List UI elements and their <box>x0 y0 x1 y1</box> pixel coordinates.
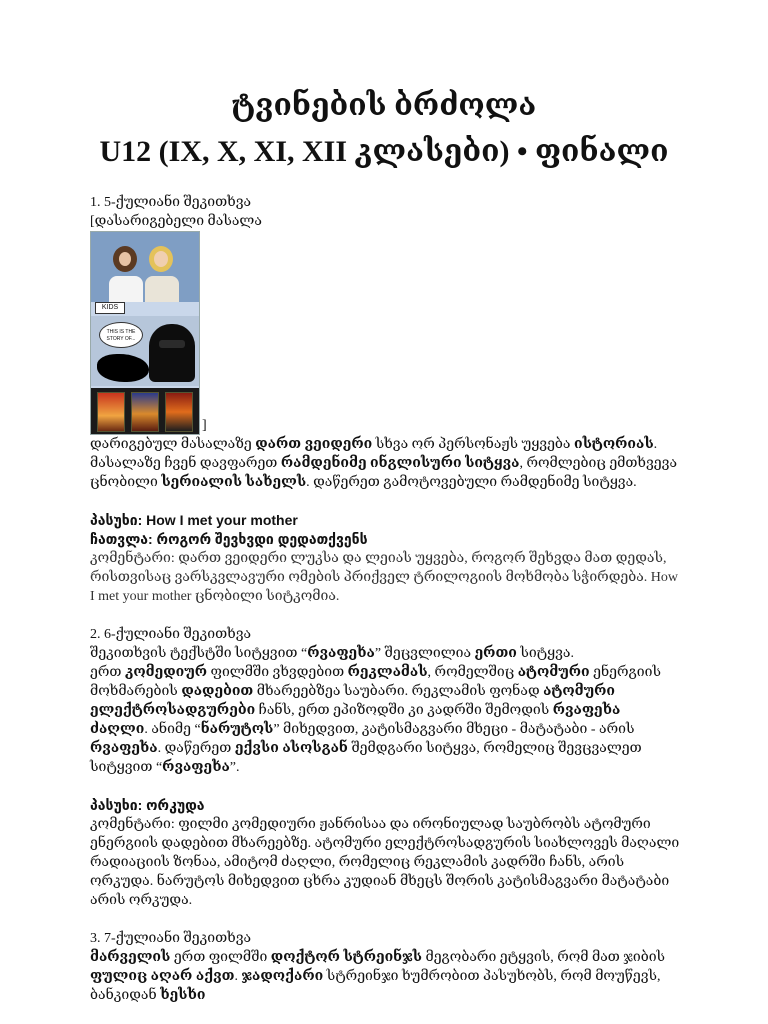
q1-answer: პასუხი: How I met your mother <box>90 512 298 528</box>
document-body <box>90 193 680 1005</box>
leia-figure <box>113 246 137 272</box>
q1-material-close: ] <box>202 418 207 433</box>
q1-heading: 1. 5-ქულიანი შეკითხვა <box>90 195 252 210</box>
q3-text: მარველის ერთ ფილმში დოქტორ სტრეინჯს მეგობარი ეტყვის, რომ მათ ჯიბის ფულიც აღარ აქვთ. ჯადოქარი სტრეინჯი ხუმრობით პასუხობს, რომ მოუწევს, ბანკიდან ხესხი <box>90 950 666 1003</box>
q2-comment: კომენტარი: ფილმი კომედიური ჟანრისაა და ირონიულად საუბრობს ატომური ენერგიის დადებით მხარეებზე. ატომური ელექტროსადგურის სიახლოვეს მაღალი რადიაციის ზონაა, ამიტომ ძაღლი, რომელიც რეკლამის კადრში ჩანს, არის ორკუდა. ნარუტოს მიხედვით ცხრა კუდიან მხეცს შორის კატისმაგვარი მატატაბი არის ორკუდა. <box>90 817 680 908</box>
page-title: ტვინების ბრძოლა <box>231 89 537 122</box>
q2-text: შეკითხვის ტექსტში სიტყვით “რვაფეხა” შეცვლილია ერთი სიტყვა. ერთ კომედიურ ფილმში ვხვდებით რეკლამას, რომელშიც ატომური ენერგიის მოხმარების დადებით მხარეებზეა საუბარი. რეკლამის ფონად ატომური ელექტროსადგურები ჩანს, ერთ ეპიზოდში კი კადრში შემოდის რვაფეხა ძაღლი. ანიმე “ნარუტოს” მიხედვით, კატისმაგვარი მხეცი - მატატაბი - არის რვაფეხა. დაწერეთ ექვსი ასოსგან შემდგარი სიტყვა, რომელიც შევცვალეთ სიტყვით “რვაფეხა”. <box>90 646 661 775</box>
luke-figure <box>149 246 173 272</box>
q1-comment: კომენტარი: დართ ვეიდერი ლუკსა და ლეიას უყვება, როგორ შეხვდა მათ დედას, რისთვისაც ვარსკვლავური ომების პრიქველ ტრილოგიის მოხმობა სჭირდება. How I met your mother ცნობილი სიტკომია. <box>90 551 679 604</box>
q2-answer: პასუხი: ორკუდა <box>90 797 205 813</box>
dvd-cover-3 <box>165 392 193 432</box>
dvd-cover-2 <box>131 392 159 432</box>
speech-bubble: THIS IS THE STORY OF... <box>99 322 143 348</box>
q1-handout <box>90 231 680 435</box>
covered-text-blot <box>97 354 149 382</box>
q3-heading: 3. 7-ქულიანი შეკითხვა <box>90 931 252 946</box>
q1-material-open: [დასარიგებელი მასალა <box>90 214 262 229</box>
handout-comic-image <box>90 231 200 435</box>
q1-translation: ჩათვლა: როგორ შევხვდი დედათქვენს <box>90 531 368 547</box>
q2-heading: 2. 6-ქულიანი შეკითხვა <box>90 627 252 642</box>
q1-text: დარიგებულ მასალაზე დართ ვეიდერი სხვა ორ პერსონაჟს უყვება ისტორიას. მასალაზე ჩვენ დავფარეთ რამდენიმე ინგლისური სიტყვა, რომლებიც ემთხვევა ცნობილი სერიალის სახელს. დაწერეთ გამოტოვებული რამდენიმე სიტყვა. <box>90 437 678 490</box>
page-subtitle: U12 (IX, X, XI, XII კლასები) • ფინალი <box>99 135 669 168</box>
kids-caption: KIDS <box>95 302 125 314</box>
dvd-cover-1 <box>97 392 125 432</box>
darth-vader-figure <box>149 324 195 382</box>
